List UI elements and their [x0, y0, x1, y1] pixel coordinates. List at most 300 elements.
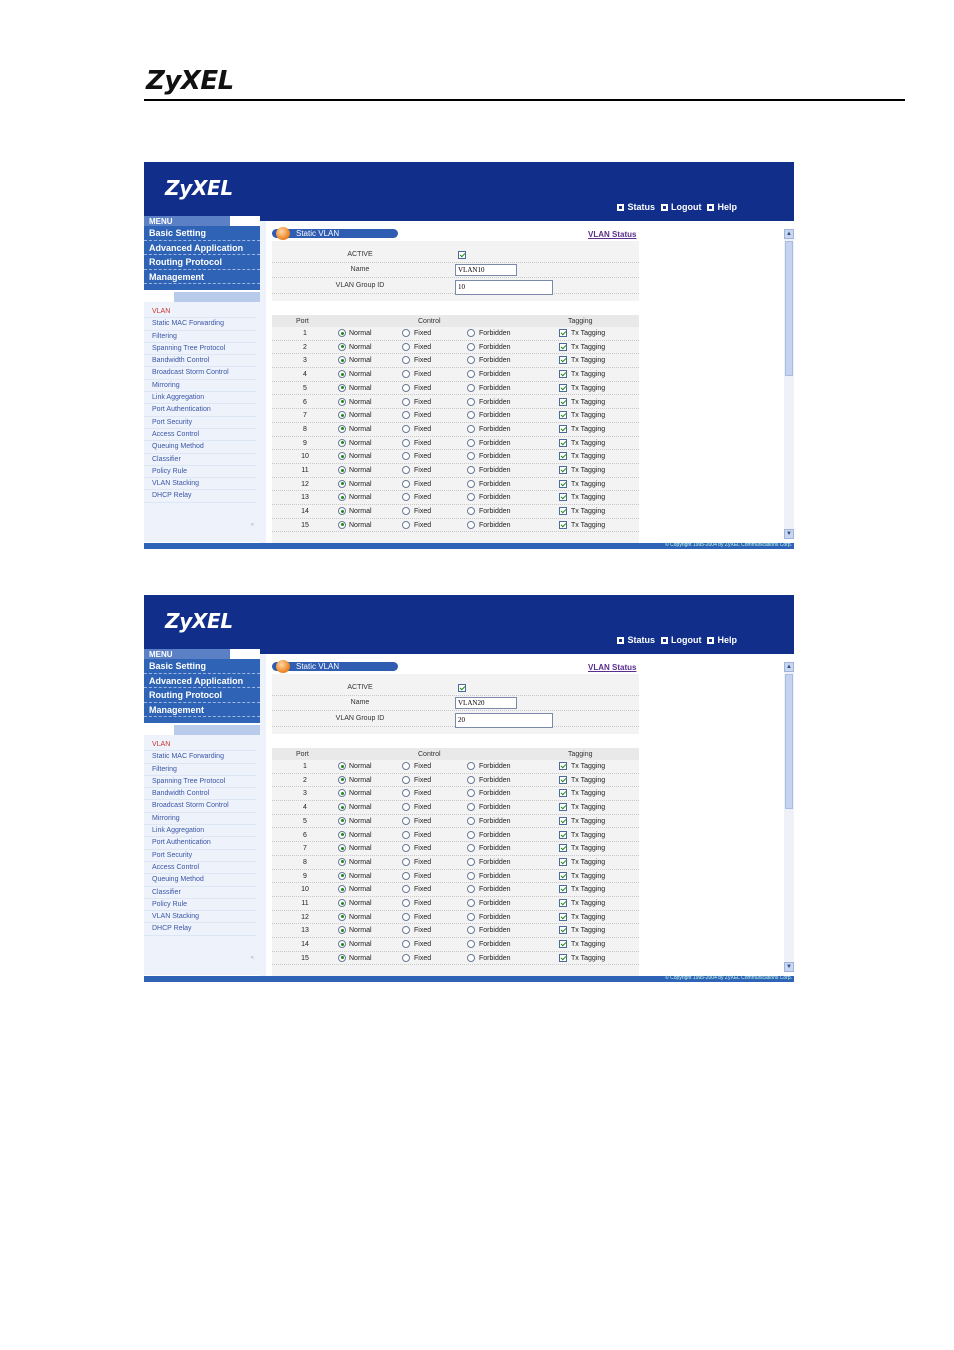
- fixed-radio[interactable]: [402, 384, 410, 392]
- status-link[interactable]: Status: [617, 635, 655, 645]
- port-table: [272, 748, 639, 976]
- submenu-item[interactable]: Mirroring: [144, 380, 256, 392]
- fixed-radio[interactable]: [402, 789, 410, 797]
- submenu-item[interactable]: Broadcast Storm Control: [144, 367, 256, 379]
- normal-label: Normal: [349, 384, 372, 392]
- port-number: 3: [303, 357, 307, 365]
- normal-label: Normal: [349, 886, 372, 894]
- fixed-radio[interactable]: [402, 507, 410, 515]
- tx-tagging-checkbox[interactable]: [559, 954, 567, 962]
- table-row: [272, 450, 639, 464]
- menu-item-advanced-application[interactable]: Advanced Application: [144, 241, 260, 256]
- normal-label: Normal: [349, 954, 372, 962]
- forbidden-radio[interactable]: [467, 885, 475, 893]
- top-links: [617, 635, 737, 645]
- fixed-radio[interactable]: [402, 940, 410, 948]
- forbidden-label: Forbidden: [479, 913, 511, 921]
- forbidden-radio[interactable]: [467, 803, 475, 811]
- scroll-up-icon[interactable]: ▲: [784, 662, 794, 672]
- forbidden-radio[interactable]: [467, 493, 475, 501]
- fixed-radio[interactable]: [402, 776, 410, 784]
- normal-radio[interactable]: [338, 926, 346, 934]
- help-link[interactable]: Help: [707, 635, 737, 645]
- forbidden-label: Forbidden: [479, 831, 511, 839]
- forbidden-radio[interactable]: [467, 452, 475, 460]
- normal-radio[interactable]: [338, 872, 346, 880]
- header-rule: [144, 99, 905, 101]
- fixed-radio[interactable]: [402, 844, 410, 852]
- tx-tagging-label: Tx Tagging: [571, 886, 606, 894]
- tx-tagging-checkbox[interactable]: [559, 858, 567, 866]
- tx-tagging-label: Tx Tagging: [571, 831, 606, 839]
- fixed-radio[interactable]: [402, 899, 410, 907]
- forbidden-radio[interactable]: [467, 954, 475, 962]
- normal-radio[interactable]: [338, 521, 346, 529]
- fixed-radio[interactable]: [402, 762, 410, 770]
- tx-tagging-checkbox[interactable]: [559, 872, 567, 880]
- forbidden-radio[interactable]: [467, 872, 475, 880]
- normal-label: Normal: [349, 508, 372, 516]
- fixed-label: Fixed: [414, 804, 432, 812]
- table-row: [272, 938, 639, 952]
- scroll-thumb[interactable]: [785, 674, 793, 809]
- submenu-item[interactable]: VLAN: [144, 739, 256, 751]
- fixed-radio[interactable]: [402, 398, 410, 406]
- tx-tagging-label: Tx Tagging: [571, 330, 606, 337]
- tx-tagging-checkbox[interactable]: [559, 439, 567, 447]
- group-id-input[interactable]: 10: [455, 280, 553, 295]
- control-header: Control: [418, 318, 441, 325]
- tx-tagging-checkbox[interactable]: [559, 762, 567, 770]
- submenu-item[interactable]: Static MAC Forwarding: [144, 318, 256, 330]
- tx-tagging-label: Tx Tagging: [571, 371, 606, 379]
- forbidden-radio[interactable]: [467, 384, 475, 392]
- fixed-radio[interactable]: [402, 954, 410, 962]
- forbidden-radio[interactable]: [467, 844, 475, 852]
- normal-label: Normal: [349, 845, 372, 853]
- fixed-label: Fixed: [414, 398, 432, 406]
- normal-radio[interactable]: [338, 817, 346, 825]
- fixed-radio[interactable]: [402, 926, 410, 934]
- normal-radio[interactable]: [338, 343, 346, 351]
- normal-label: Normal: [349, 412, 372, 420]
- fixed-radio[interactable]: [402, 343, 410, 351]
- forbidden-radio[interactable]: [467, 817, 475, 825]
- forbidden-label: Forbidden: [479, 763, 511, 770]
- tx-tagging-checkbox[interactable]: [559, 480, 567, 488]
- status-link[interactable]: Status: [617, 202, 655, 212]
- normal-label: Normal: [349, 927, 372, 935]
- submenu-item[interactable]: Classifier: [144, 887, 256, 899]
- submenu-item[interactable]: VLAN Stacking: [144, 478, 256, 490]
- normal-radio[interactable]: [338, 356, 346, 364]
- menu-collapse-icon[interactable]: «: [250, 955, 254, 961]
- fixed-label: Fixed: [414, 521, 432, 529]
- submenu-item[interactable]: Port Authentication: [144, 837, 256, 849]
- tx-tagging-checkbox[interactable]: [559, 913, 567, 921]
- table-row: [272, 341, 639, 355]
- normal-radio[interactable]: [338, 425, 346, 433]
- normal-label: Normal: [349, 941, 372, 949]
- forbidden-radio[interactable]: [467, 411, 475, 419]
- tx-tagging-label: Tx Tagging: [571, 858, 606, 866]
- submenu-item[interactable]: DHCP Relay: [144, 490, 256, 502]
- tx-tagging-checkbox[interactable]: [559, 384, 567, 392]
- tx-tagging-checkbox[interactable]: [559, 466, 567, 474]
- submenu: [144, 735, 260, 975]
- page-title: Static VLAN: [272, 229, 398, 238]
- submenu-item[interactable]: Classifier: [144, 454, 256, 466]
- main-menu: [144, 659, 260, 723]
- port-number: 4: [303, 371, 307, 379]
- normal-label: Normal: [349, 817, 372, 825]
- submenu-item[interactable]: Queuing Method: [144, 874, 256, 886]
- port-number: 2: [303, 343, 307, 351]
- submenu-item[interactable]: Link Aggregation: [144, 825, 256, 837]
- port-number: 12: [301, 913, 309, 921]
- normal-label: Normal: [349, 763, 372, 770]
- table-row: [272, 368, 639, 382]
- submenu-item[interactable]: VLAN Stacking: [144, 911, 256, 923]
- normal-radio[interactable]: [338, 885, 346, 893]
- port-number: 15: [301, 521, 309, 529]
- menu-tab-divider: [144, 725, 260, 735]
- fixed-radio[interactable]: [402, 466, 410, 474]
- normal-radio[interactable]: [338, 899, 346, 907]
- fixed-radio[interactable]: [402, 913, 410, 921]
- tx-tagging-label: Tx Tagging: [571, 941, 606, 949]
- normal-radio[interactable]: [338, 940, 346, 948]
- tx-tagging-checkbox[interactable]: [559, 803, 567, 811]
- fixed-radio[interactable]: [402, 521, 410, 529]
- forbidden-radio[interactable]: [467, 466, 475, 474]
- normal-radio[interactable]: [338, 954, 346, 962]
- fixed-radio[interactable]: [402, 329, 410, 337]
- forbidden-label: Forbidden: [479, 804, 511, 812]
- tx-tagging-checkbox[interactable]: [559, 789, 567, 797]
- tx-tagging-checkbox[interactable]: [559, 831, 567, 839]
- forbidden-label: Forbidden: [479, 954, 511, 962]
- table-row: [272, 327, 639, 341]
- fixed-radio[interactable]: [402, 803, 410, 811]
- fixed-radio[interactable]: [402, 858, 410, 866]
- submenu-item[interactable]: Link Aggregation: [144, 392, 256, 404]
- table-row: [272, 760, 639, 774]
- forbidden-label: Forbidden: [479, 480, 511, 488]
- fixed-radio[interactable]: [402, 831, 410, 839]
- logout-link[interactable]: Logout: [661, 635, 702, 645]
- tx-tagging-checkbox[interactable]: [559, 356, 567, 364]
- normal-label: Normal: [349, 494, 372, 502]
- port-table: [272, 315, 639, 543]
- submenu-item[interactable]: Policy Rule: [144, 899, 256, 911]
- submenu-item[interactable]: Queuing Method: [144, 441, 256, 453]
- submenu: [144, 302, 260, 542]
- forbidden-radio[interactable]: [467, 789, 475, 797]
- submenu-item[interactable]: Port Security: [144, 850, 256, 862]
- logout-link[interactable]: Logout: [661, 202, 702, 212]
- port-number: 1: [303, 763, 307, 770]
- tx-tagging-label: Tx Tagging: [571, 790, 606, 798]
- help-icon: [707, 637, 714, 644]
- name-input[interactable]: VLAN20: [455, 697, 517, 709]
- fixed-label: Fixed: [414, 845, 432, 853]
- tx-tagging-checkbox[interactable]: [559, 452, 567, 460]
- menu-collapse-icon[interactable]: «: [250, 522, 254, 528]
- normal-radio[interactable]: [338, 329, 346, 337]
- forbidden-label: Forbidden: [479, 872, 511, 880]
- normal-label: Normal: [349, 371, 372, 379]
- submenu-item[interactable]: Bandwidth Control: [144, 355, 256, 367]
- normal-radio[interactable]: [338, 370, 346, 378]
- port-number: 8: [303, 425, 307, 433]
- table-row: [272, 911, 639, 925]
- normal-label: Normal: [349, 467, 372, 474]
- tx-tagging-label: Tx Tagging: [571, 804, 606, 812]
- fixed-label: Fixed: [414, 508, 432, 516]
- submenu-item[interactable]: Access Control: [144, 429, 256, 441]
- fixed-radio[interactable]: [402, 411, 410, 419]
- table-row: [272, 519, 639, 533]
- fixed-label: Fixed: [414, 858, 432, 866]
- tx-tagging-label: Tx Tagging: [571, 343, 606, 351]
- forbidden-radio[interactable]: [467, 356, 475, 364]
- normal-label: Normal: [349, 357, 372, 365]
- menu-tab-divider: [144, 292, 260, 302]
- menu-item-management[interactable]: Management: [144, 270, 260, 285]
- fixed-radio[interactable]: [402, 493, 410, 501]
- forbidden-radio[interactable]: [467, 507, 475, 515]
- group-id-row: [272, 278, 639, 294]
- forbidden-radio[interactable]: [467, 329, 475, 337]
- normal-radio[interactable]: [338, 411, 346, 419]
- title-orb-icon: [276, 660, 290, 673]
- forbidden-label: Forbidden: [479, 425, 511, 433]
- submenu-item[interactable]: Mirroring: [144, 813, 256, 825]
- normal-radio[interactable]: [338, 844, 346, 852]
- menu-item-routing-protocol[interactable]: Routing Protocol: [144, 255, 260, 270]
- active-checkbox[interactable]: [458, 684, 466, 692]
- fixed-label: Fixed: [414, 453, 432, 461]
- submenu-item[interactable]: Filtering: [144, 331, 256, 343]
- status-icon: [617, 637, 624, 644]
- forbidden-radio[interactable]: [467, 370, 475, 378]
- tx-tagging-checkbox[interactable]: [559, 817, 567, 825]
- tx-tagging-checkbox[interactable]: [559, 398, 567, 406]
- normal-label: Normal: [349, 480, 372, 488]
- scroll-down-icon[interactable]: ▼: [784, 962, 794, 972]
- scrollbar[interactable]: [784, 229, 794, 539]
- normal-label: Normal: [349, 453, 372, 461]
- submenu-item[interactable]: Spanning Tree Protocol: [144, 776, 256, 788]
- menu-item-basic-setting[interactable]: Basic Setting: [144, 226, 260, 241]
- tx-tagging-label: Tx Tagging: [571, 521, 606, 529]
- tx-tagging-checkbox[interactable]: [559, 343, 567, 351]
- fixed-radio[interactable]: [402, 885, 410, 893]
- tx-tagging-label: Tx Tagging: [571, 927, 606, 935]
- tx-tagging-label: Tx Tagging: [571, 357, 606, 365]
- active-checkbox[interactable]: [458, 251, 466, 259]
- submenu-item[interactable]: Filtering: [144, 764, 256, 776]
- tx-tagging-label: Tx Tagging: [571, 453, 606, 461]
- forbidden-radio[interactable]: [467, 521, 475, 529]
- logout-icon: [661, 204, 668, 211]
- submenu-item[interactable]: Policy Rule: [144, 466, 256, 478]
- name-label: Name: [350, 266, 370, 273]
- normal-label: Normal: [349, 776, 372, 784]
- vlan-status-link[interactable]: VLAN Status: [588, 230, 637, 239]
- vlan-status-link[interactable]: VLAN Status: [588, 663, 637, 672]
- submenu-item[interactable]: DHCP Relay: [144, 923, 256, 935]
- normal-label: Normal: [349, 858, 372, 866]
- fixed-label: Fixed: [414, 954, 432, 962]
- normal-radio[interactable]: [338, 803, 346, 811]
- tx-tagging-checkbox[interactable]: [559, 844, 567, 852]
- normal-radio[interactable]: [338, 507, 346, 515]
- forbidden-label: Forbidden: [479, 858, 511, 866]
- normal-radio[interactable]: [338, 398, 346, 406]
- tx-tagging-checkbox[interactable]: [559, 521, 567, 529]
- fixed-label: Fixed: [414, 831, 432, 839]
- submenu-item[interactable]: Bandwidth Control: [144, 788, 256, 800]
- fixed-label: Fixed: [414, 790, 432, 798]
- fixed-radio[interactable]: [402, 439, 410, 447]
- forbidden-label: Forbidden: [479, 467, 511, 474]
- normal-radio[interactable]: [338, 858, 346, 866]
- fixed-label: Fixed: [414, 776, 432, 784]
- fixed-radio[interactable]: [402, 817, 410, 825]
- tx-tagging-checkbox[interactable]: [559, 899, 567, 907]
- table-row: [272, 787, 639, 801]
- tx-tagging-checkbox[interactable]: [559, 926, 567, 934]
- fixed-label: Fixed: [414, 927, 432, 935]
- tx-tagging-label: Tx Tagging: [571, 467, 606, 474]
- menu-item-advanced-application[interactable]: Advanced Application: [144, 674, 260, 689]
- port-number: 3: [303, 790, 307, 798]
- port-number: 4: [303, 804, 307, 812]
- table-row: [272, 774, 639, 788]
- forbidden-label: Forbidden: [479, 384, 511, 392]
- normal-radio[interactable]: [338, 762, 346, 770]
- normal-label: Normal: [349, 913, 372, 921]
- fixed-radio[interactable]: [402, 370, 410, 378]
- menu-item-management[interactable]: Management: [144, 703, 260, 718]
- tx-tagging-checkbox[interactable]: [559, 507, 567, 515]
- tx-tagging-checkbox[interactable]: [559, 425, 567, 433]
- help-link[interactable]: Help: [707, 202, 737, 212]
- forbidden-radio[interactable]: [467, 398, 475, 406]
- fixed-radio[interactable]: [402, 480, 410, 488]
- normal-radio[interactable]: [338, 776, 346, 784]
- normal-radio[interactable]: [338, 452, 346, 460]
- logout-icon: [661, 637, 668, 644]
- submenu-item[interactable]: Broadcast Storm Control: [144, 800, 256, 812]
- normal-radio[interactable]: [338, 439, 346, 447]
- tx-tagging-checkbox[interactable]: [559, 329, 567, 337]
- forbidden-radio[interactable]: [467, 858, 475, 866]
- normal-radio[interactable]: [338, 466, 346, 474]
- scroll-down-icon[interactable]: ▼: [784, 529, 794, 539]
- normal-radio[interactable]: [338, 384, 346, 392]
- tx-tagging-checkbox[interactable]: [559, 370, 567, 378]
- tx-tagging-label: Tx Tagging: [571, 776, 606, 784]
- normal-radio[interactable]: [338, 493, 346, 501]
- tx-tagging-checkbox[interactable]: [559, 885, 567, 893]
- menu-item-basic-setting[interactable]: Basic Setting: [144, 659, 260, 674]
- forbidden-radio[interactable]: [467, 926, 475, 934]
- port-number: 14: [301, 508, 309, 516]
- forbidden-radio[interactable]: [467, 425, 475, 433]
- tagging-header: Tagging: [568, 318, 593, 325]
- submenu-item[interactable]: Spanning Tree Protocol: [144, 343, 256, 355]
- fixed-label: Fixed: [414, 425, 432, 433]
- fixed-label: Fixed: [414, 412, 432, 420]
- scroll-up-icon[interactable]: ▲: [784, 229, 794, 239]
- tx-tagging-checkbox[interactable]: [559, 940, 567, 948]
- forbidden-label: Forbidden: [479, 343, 511, 351]
- fixed-radio[interactable]: [402, 872, 410, 880]
- forbidden-radio[interactable]: [467, 439, 475, 447]
- forbidden-radio[interactable]: [467, 940, 475, 948]
- forbidden-radio[interactable]: [467, 480, 475, 488]
- forbidden-label: Forbidden: [479, 508, 511, 516]
- tx-tagging-label: Tx Tagging: [571, 384, 606, 392]
- normal-radio[interactable]: [338, 480, 346, 488]
- tx-tagging-label: Tx Tagging: [571, 817, 606, 825]
- group-id-input[interactable]: 20: [455, 713, 553, 728]
- fixed-radio[interactable]: [402, 356, 410, 364]
- tx-tagging-checkbox[interactable]: [559, 411, 567, 419]
- forbidden-radio[interactable]: [467, 343, 475, 351]
- submenu-item[interactable]: Port Authentication: [144, 404, 256, 416]
- port-number: 5: [303, 817, 307, 825]
- fixed-label: Fixed: [414, 480, 432, 488]
- name-input[interactable]: VLAN10: [455, 264, 517, 276]
- fixed-radio[interactable]: [402, 452, 410, 460]
- forbidden-label: Forbidden: [479, 439, 511, 447]
- menu-item-routing-protocol[interactable]: Routing Protocol: [144, 688, 260, 703]
- normal-radio[interactable]: [338, 831, 346, 839]
- forbidden-radio[interactable]: [467, 831, 475, 839]
- forbidden-label: Forbidden: [479, 357, 511, 365]
- port-number: 7: [303, 412, 307, 420]
- fixed-radio[interactable]: [402, 425, 410, 433]
- normal-label: Normal: [349, 398, 372, 406]
- forbidden-radio[interactable]: [467, 762, 475, 770]
- tx-tagging-checkbox[interactable]: [559, 493, 567, 501]
- forbidden-radio[interactable]: [467, 899, 475, 907]
- scrollbar[interactable]: [784, 662, 794, 972]
- tagging-header: Tagging: [568, 751, 593, 758]
- normal-radio[interactable]: [338, 913, 346, 921]
- normal-radio[interactable]: [338, 789, 346, 797]
- forbidden-radio[interactable]: [467, 776, 475, 784]
- scroll-thumb[interactable]: [785, 241, 793, 376]
- group-id-label: VLAN Group ID: [335, 715, 385, 722]
- submenu-item[interactable]: Port Security: [144, 417, 256, 429]
- submenu-item[interactable]: Access Control: [144, 862, 256, 874]
- submenu-item[interactable]: Static MAC Forwarding: [144, 751, 256, 763]
- forbidden-radio[interactable]: [467, 913, 475, 921]
- port-number: 9: [303, 439, 307, 447]
- submenu-item[interactable]: VLAN: [144, 306, 256, 318]
- tx-tagging-checkbox[interactable]: [559, 776, 567, 784]
- tx-tagging-label: Tx Tagging: [571, 508, 606, 516]
- table-row: [272, 829, 639, 843]
- forbidden-label: Forbidden: [479, 412, 511, 420]
- forbidden-label: Forbidden: [479, 494, 511, 502]
- fixed-label: Fixed: [414, 913, 432, 921]
